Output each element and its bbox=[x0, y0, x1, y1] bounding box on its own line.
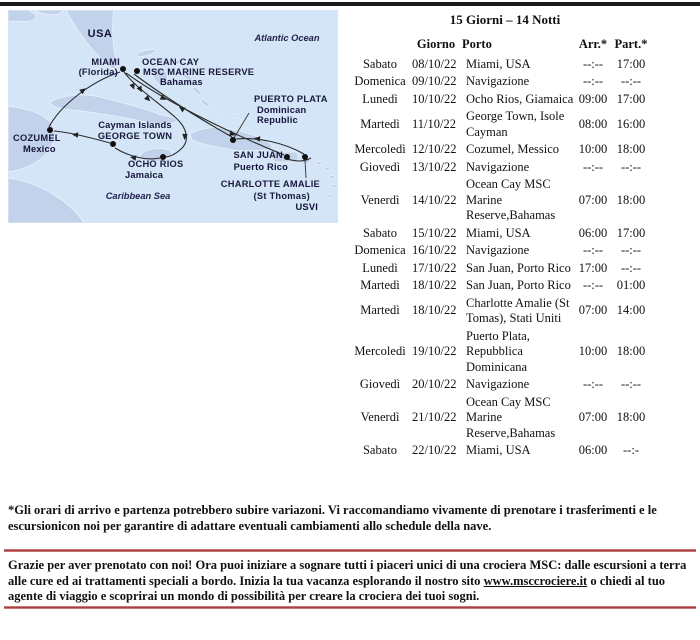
map-label-george-town: GEORGE TOWN bbox=[97, 131, 173, 141]
itinerary-day: Domenica bbox=[354, 243, 406, 257]
column-header-arr: Arr.* bbox=[578, 37, 608, 51]
itinerary-table bbox=[350, 12, 650, 460]
table-row bbox=[350, 260, 650, 278]
itinerary-arrival: --:-- bbox=[582, 278, 604, 292]
closing-text-after: o chiedi al tuo agente di viaggio e scoprirai un mondo di possibilità per creare la crociera dei tuoi sogni. bbox=[8, 573, 666, 603]
red-divider-bottom bbox=[4, 606, 696, 609]
itinerary-port: George Town, Isole Cayman bbox=[466, 109, 565, 139]
itinerary-departure: 17:00 bbox=[616, 225, 646, 240]
table-row bbox=[350, 159, 650, 177]
itinerary-departure: 18:00 bbox=[616, 142, 646, 156]
itinerary-port: Ocean Cay MSC Marine Reserve,Bahamas bbox=[466, 177, 556, 222]
itinerary-table-body bbox=[350, 56, 650, 460]
itinerary-arrival: 07:00 bbox=[578, 410, 608, 424]
table-row bbox=[350, 376, 650, 394]
table-row bbox=[350, 56, 650, 74]
itinerary-arrival: 08:00 bbox=[578, 116, 608, 131]
map-label-dominican: Dominican bbox=[257, 105, 307, 115]
itinerary-port: Miami, USA bbox=[466, 443, 531, 457]
itinerary-arrival: --:-- bbox=[582, 74, 604, 88]
itinerary-date: 14/10/22 bbox=[412, 192, 457, 207]
map-label-cozumel: COZUMEL bbox=[13, 133, 61, 143]
itinerary-date: 08/10/22 bbox=[412, 56, 457, 71]
port-marker-puerto-plata bbox=[230, 137, 236, 143]
itinerary-departure: --:-- bbox=[620, 159, 642, 174]
itinerary-arrival: 06:00 bbox=[578, 443, 608, 457]
itinerary-departure: 17:00 bbox=[616, 91, 646, 106]
table-row bbox=[350, 91, 650, 109]
itinerary-day: Domenica bbox=[354, 74, 406, 88]
map-label-caribbean-sea: Caribbean Sea bbox=[105, 191, 171, 201]
table-row bbox=[350, 328, 650, 377]
itinerary-port: Navigazione bbox=[466, 159, 530, 174]
itinerary-day: Martedì bbox=[360, 303, 400, 318]
map-label-miami-florida: (Florida) bbox=[78, 67, 118, 77]
itinerary-departure: 14:00 bbox=[616, 303, 646, 318]
itinerary-day: Mercoledì bbox=[354, 142, 406, 156]
schedule-disclaimer: *Gli orari di arrivo e partenza potrebbero subire variazoni. Vi raccomandiamo vivamente di prenotare i trasferimenti e le escursionicon noi per garantire di adattare eventuali cambiamenti allo schedule della nave. bbox=[8, 503, 657, 533]
itinerary-port: Puerto Plata, Repubblica Dominicana bbox=[466, 328, 530, 374]
itinerary-port: San Juan, Porto Rico bbox=[466, 278, 571, 292]
itinerary-date: 22/10/22 bbox=[412, 443, 457, 457]
itinerary-date: 16/10/22 bbox=[412, 243, 457, 257]
port-marker-san-juan bbox=[284, 154, 290, 160]
itinerary-day: Venerdì bbox=[360, 410, 400, 424]
itinerary-departure: --:-- bbox=[620, 377, 642, 391]
itinerary-port: Ocho Rios, Giamaica bbox=[466, 91, 574, 106]
table-row bbox=[350, 295, 650, 328]
itinerary-day: Giovedì bbox=[359, 377, 401, 391]
table-row bbox=[350, 108, 650, 141]
table-row bbox=[350, 141, 650, 159]
itinerary-departure: 18:00 bbox=[616, 410, 646, 424]
msc-website-link[interactable]: www.msccrociere.it bbox=[483, 573, 588, 588]
itinerary-date: 18/10/22 bbox=[412, 278, 457, 292]
itinerary-port: Navigazione bbox=[466, 377, 530, 391]
map-label-usvi: USVI bbox=[295, 202, 318, 212]
table-row bbox=[350, 73, 650, 91]
itinerary-departure: --:-- bbox=[620, 260, 642, 275]
table-row bbox=[350, 277, 650, 295]
map-label-usa: USA bbox=[87, 28, 113, 40]
itinerary-arrival: 06:00 bbox=[578, 225, 608, 240]
itinerary-port: Ocean Cay MSC Marine Reserve,Bahamas bbox=[466, 394, 556, 440]
map-label-ocean-cay: OCEAN CAY bbox=[142, 57, 200, 67]
itinerary-date: 09/10/22 bbox=[412, 74, 457, 88]
itinerary-day: Lunedì bbox=[362, 260, 398, 275]
map-label-st-thomas: (St Thomas) bbox=[253, 191, 310, 201]
itinerary-date: 12/10/22 bbox=[412, 142, 457, 156]
itinerary-date: 20/10/22 bbox=[412, 377, 457, 391]
column-header-porto: Porto bbox=[462, 37, 492, 51]
map-image bbox=[8, 10, 338, 223]
itinerary-port: Cozumel, Messico bbox=[466, 142, 560, 156]
itinerary-day: Martedì bbox=[360, 278, 400, 292]
map-label-atlantic-ocean: Atlantic Ocean bbox=[254, 33, 320, 43]
table-row bbox=[350, 225, 650, 243]
itinerary-arrival: --:-- bbox=[582, 377, 604, 391]
itinerary-arrival: 07:00 bbox=[578, 192, 608, 207]
itinerary-departure: 01:00 bbox=[616, 278, 646, 292]
itinerary-arrival: 10:00 bbox=[578, 142, 608, 156]
itinerary-departure: 17:00 bbox=[616, 56, 646, 71]
itinerary-departure: 18:00 bbox=[616, 192, 646, 207]
map-label-jamaica: Jamaica bbox=[125, 170, 164, 180]
map-label-cayman-islands: Cayman Islands bbox=[98, 120, 172, 130]
itinerary-arrival: 10:00 bbox=[578, 344, 608, 358]
itinerary-port: Navigazione bbox=[466, 243, 530, 257]
itinerary-departure: --:-- bbox=[620, 243, 642, 257]
top-rule bbox=[0, 2, 700, 6]
port-marker-charlotte-amalie bbox=[302, 154, 308, 160]
map-label-puerto-plata: PUERTO PLATA bbox=[254, 94, 328, 104]
map-label-ocho-rios: OCHO RIOS bbox=[128, 159, 184, 169]
table-row bbox=[350, 394, 650, 443]
itinerary-map bbox=[8, 10, 338, 223]
itinerary-date: 13/10/22 bbox=[412, 159, 457, 174]
itinerary-date: 17/10/22 bbox=[412, 260, 457, 275]
closing-text-before: Grazie per aver prenotato con noi! Ora puoi iniziare a sognare tutti i piaceri unici di una crociera MSC: dalle escursioni a terra alle cure ed ai trattamenti speciali a bordo. Inizia la tua vacanza esplorando il nostro sito bbox=[8, 558, 687, 588]
itinerary-date: 21/10/22 bbox=[412, 410, 457, 424]
table-row bbox=[350, 176, 650, 225]
itinerary-date: 19/10/22 bbox=[412, 344, 457, 358]
closing-message bbox=[8, 558, 696, 605]
map-label-republic: Republic bbox=[257, 115, 298, 125]
itinerary-day: Martedì bbox=[360, 116, 400, 131]
itinerary-date: 10/10/22 bbox=[412, 91, 457, 106]
itinerary-day: Venerdì bbox=[360, 192, 400, 207]
itinerary-port: Navigazione bbox=[466, 74, 530, 88]
itinerary-table-header bbox=[350, 37, 650, 53]
column-header-giorno: Giorno bbox=[416, 37, 456, 51]
itinerary-port: San Juan, Porto Rico bbox=[466, 260, 571, 275]
itinerary-day: Lunedì bbox=[362, 91, 398, 106]
map-label-bahamas: Bahamas bbox=[160, 77, 203, 87]
itinerary-port: Miami, USA bbox=[466, 225, 531, 240]
map-label-miami: MIAMI bbox=[91, 57, 120, 67]
itinerary-arrival: 17:00 bbox=[578, 260, 608, 275]
port-marker-miami bbox=[120, 66, 126, 72]
itinerary-port: Charlotte Amalie (St Tomas), Stati Uniti bbox=[466, 295, 570, 325]
map-label-san-juan: SAN JUAN bbox=[233, 150, 283, 160]
red-divider-top bbox=[4, 549, 696, 552]
itinerary-day: Sabato bbox=[362, 443, 398, 457]
itinerary-date: 11/10/22 bbox=[412, 116, 456, 131]
itinerary-date: 15/10/22 bbox=[412, 225, 457, 240]
itinerary-arrival: 09:00 bbox=[578, 91, 608, 106]
itinerary-date: 18/10/22 bbox=[412, 303, 457, 318]
map-label-puerto-rico: Puerto Rico bbox=[233, 162, 288, 172]
itinerary-title: 15 Giorni – 14 Notti bbox=[449, 12, 561, 27]
port-marker-ocean-cay bbox=[134, 68, 140, 74]
itinerary-arrival: 07:00 bbox=[578, 303, 608, 318]
itinerary-arrival: --:-- bbox=[582, 243, 604, 257]
itinerary-departure: --:-- bbox=[620, 74, 642, 88]
itinerary-departure: --:- bbox=[623, 443, 639, 457]
itinerary-departure: 18:00 bbox=[616, 344, 646, 358]
map-label-mexico: Mexico bbox=[23, 144, 56, 154]
itinerary-day: Giovedì bbox=[359, 159, 401, 174]
port-marker-george-town bbox=[110, 141, 116, 147]
itinerary-port: Miami, USA bbox=[466, 56, 531, 71]
map-label-msc-marine-reserve: MSC MARINE RESERVE bbox=[143, 67, 255, 77]
table-row bbox=[350, 242, 650, 260]
itinerary-day: Sabato bbox=[362, 225, 398, 240]
map-label-charlotte-amalie: CHARLOTTE AMALIE bbox=[220, 179, 320, 189]
itinerary-arrival: --:-- bbox=[582, 56, 604, 71]
column-header-part: Part.* bbox=[614, 37, 648, 51]
table-row bbox=[350, 442, 650, 460]
itinerary-day: Mercoledì bbox=[354, 344, 406, 358]
itinerary-day: Sabato bbox=[362, 56, 398, 71]
itinerary-departure: 16:00 bbox=[616, 116, 646, 131]
itinerary-arrival: --:-- bbox=[582, 159, 604, 174]
